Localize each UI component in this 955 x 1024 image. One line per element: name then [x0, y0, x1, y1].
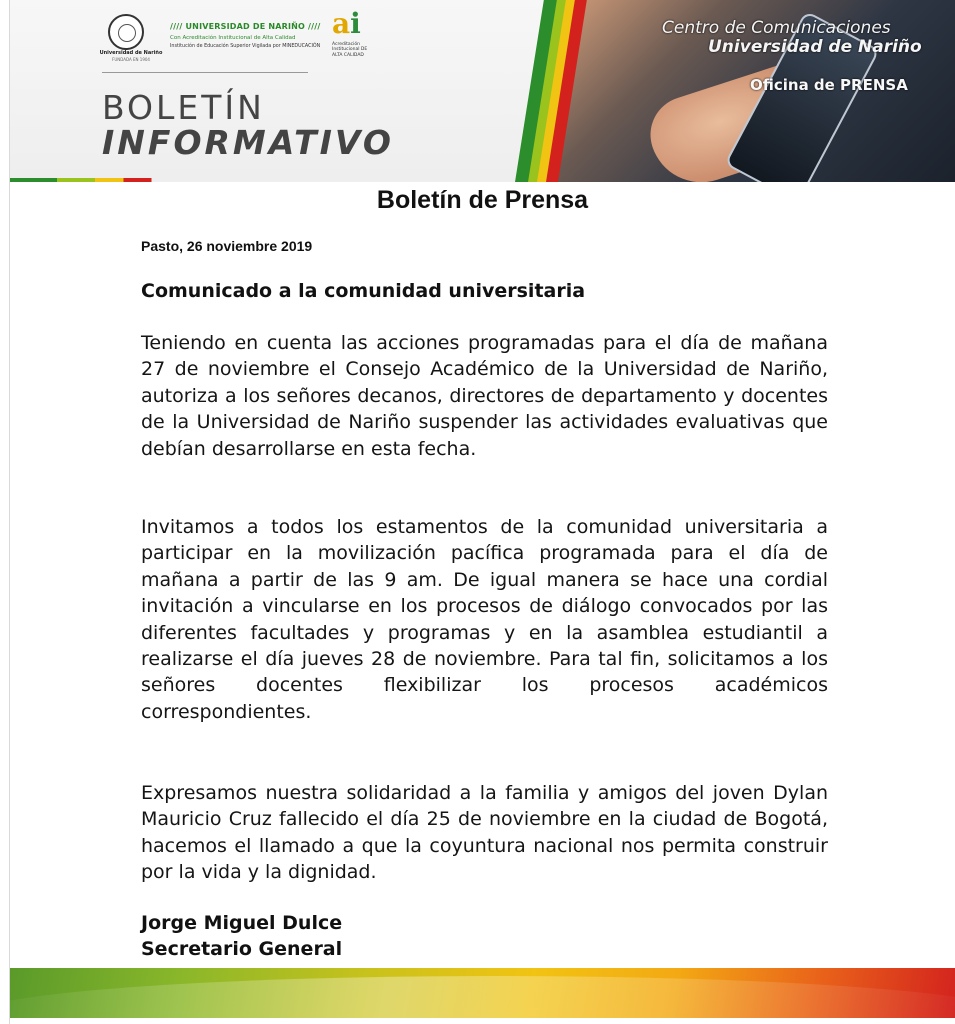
document-page — [10, 0, 955, 1024]
bulletin-header — [10, 0, 955, 182]
footer-wave — [10, 976, 955, 1018]
signature-title: Secretario General — [141, 938, 343, 960]
header-bottom-stripe — [10, 178, 955, 182]
bulletin-subject: Comunicado a la comunidad universitaria — [141, 280, 586, 302]
ai-logo-a: a — [332, 7, 351, 40]
center-title-line2: Universidad de Nariño — [708, 37, 922, 57]
accreditation-line: Con Acreditación Institucional de Alta Calidad — [170, 35, 296, 41]
signature-name: Jorge Miguel Dulce — [141, 912, 343, 934]
page-title: Boletín de Prensa — [376, 186, 589, 214]
bulletin-title-line1: BOLETÍN — [102, 88, 265, 127]
seal-founded: FUNDADA EN 1904 — [112, 57, 150, 62]
paragraph-2: Invitamos a todos los estamentos de la comunidad universitaria a participar en la movilización pacífica programada para el día de mañana a partir de las 9 am. De igual manera se hace una cordial invitación a vincularse en los procesos de diálogo convocados por las diferentes facultades y programas y en la asamblea estudiantil a realizarse el día jueves 28 de noviembre. Para tal fin, solicitamos a los señores docentes flexibilizar los procesos académicos correspondientes. — [141, 516, 828, 723]
seal-caption: Universidad de Nariño — [99, 50, 163, 56]
university-name: //// UNIVERSIDAD DE NARIÑO //// — [170, 22, 321, 31]
bulletin-title-line2: INFORMATIVO — [102, 123, 394, 162]
page-edge-left — [9, 0, 10, 1024]
ai-logo-i: i — [350, 7, 361, 40]
supervision-line: Institución de Educación Superior Vigilada por MINEDUCACIÓN — [170, 44, 321, 49]
footer-stripe — [10, 968, 955, 1018]
ai-caption: Acreditación Institucional DE ALTA CALIDAD — [332, 42, 368, 58]
bulletin-date: Pasto, 26 noviembre 2019 — [141, 238, 313, 254]
center-title-line1: Centro de Comunicaciones — [662, 18, 891, 38]
paragraph-1: Teniendo en cuenta las acciones programadas para el día de mañana 27 de noviembre el Consejo Académico de la Universidad de Nariño, autoriza a los señores decanos, directores de departamento y docentes de la Universidad de Nariño suspender las actividades evaluativas que debían desarrollarse en esta fecha. — [141, 332, 828, 460]
divider — [102, 72, 308, 73]
accreditation-logo-icon — [332, 7, 361, 40]
header-branding — [10, 0, 550, 182]
office-title: Oficina de PRENSA — [750, 76, 908, 94]
university-seal-icon — [108, 14, 144, 50]
paragraph-3: Expresamos nuestra solidaridad a la familia y amigos del joven Dylan Mauricio Cruz fallecido el día 25 de noviembre en la ciudad de Bogotá, hacemos el llamado a que la coyuntura nacional nos permita construir por la vida y la dignidad. — [141, 782, 828, 884]
